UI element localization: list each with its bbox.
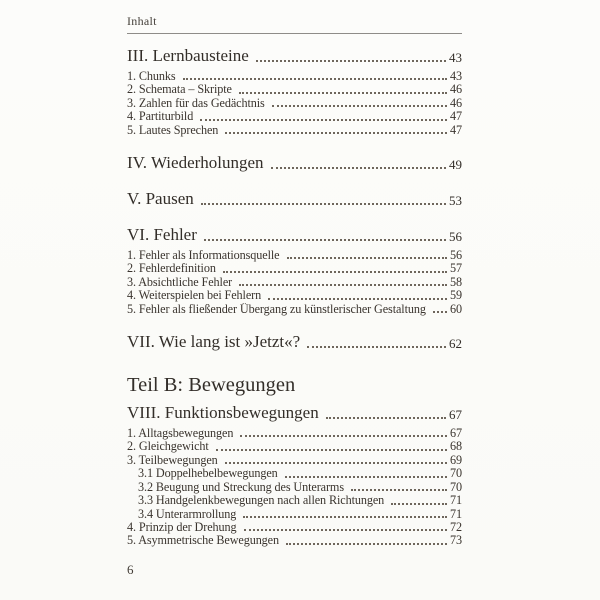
page-number: 6	[127, 562, 134, 577]
toc-entry-label: 2. Gleichgewicht	[127, 440, 209, 454]
toc-entry-page: 62	[449, 336, 462, 352]
toc-entry-page: 60	[450, 302, 462, 316]
toc-entry-label: 1. Alltagsbewegungen	[127, 427, 234, 441]
toc-entry-item	[127, 289, 462, 302]
dot-leader	[225, 461, 447, 464]
toc-entry-chapter	[127, 331, 462, 352]
toc-entry-subitem	[127, 481, 462, 494]
toc-entry-page: 69	[450, 453, 462, 467]
toc-entry-page: 68	[450, 440, 462, 454]
dot-leader	[287, 256, 448, 259]
running-header: Inhalt	[127, 14, 157, 28]
toc-entry-item	[127, 303, 462, 316]
toc-entry-page: 67	[450, 427, 462, 441]
dot-leader	[433, 310, 447, 313]
toc-entry-page: 47	[450, 110, 462, 124]
toc-entry-label: IV. Wiederholungen	[127, 153, 264, 173]
toc-entry-page: 49	[449, 157, 462, 173]
toc-entry-page: 58	[450, 275, 462, 289]
toc-entry-label: 5. Fehler als fließender Übergang zu künstlerischer Gestaltung	[127, 302, 426, 316]
toc-entry-page: 46	[450, 96, 462, 110]
toc-entry-label: 5. Lautes Sprechen	[127, 123, 219, 137]
toc-entry-label: 5. Asymmetrische Bewegungen	[127, 534, 279, 548]
toc-entry-chapter	[127, 152, 462, 173]
dot-leader	[326, 416, 446, 419]
toc-entry-chapter	[127, 45, 462, 66]
toc-entry-label: 3.3 Handgelenkbewegungen nach allen Richtungen	[138, 494, 385, 508]
toc-entry-page: 73	[450, 534, 462, 548]
dot-leader	[201, 202, 446, 205]
toc-entry-label: VII. Wie lang ist »Jetzt«?	[127, 332, 301, 352]
toc-entry-item	[127, 70, 462, 83]
toc-entry-page: 72	[450, 520, 462, 534]
toc-entry-page: 70	[450, 480, 462, 494]
toc-entry-item	[127, 521, 462, 534]
toc-entry-label: 3. Zahlen für das Gedächtnis	[127, 96, 265, 110]
toc-entry-subitem	[127, 508, 462, 521]
dot-leader	[239, 91, 447, 94]
dot-leader	[223, 270, 447, 273]
toc-entry-subitem	[127, 467, 462, 480]
toc-entry-item	[127, 427, 462, 440]
table-of-contents	[127, 45, 462, 548]
toc-entry-page: 67	[449, 407, 462, 423]
toc-entry-page: 70	[450, 467, 462, 481]
toc-entry-item	[127, 534, 462, 547]
toc-entry-label: 2. Schemata – Skripte	[127, 83, 232, 97]
toc-entry-label: 3.4 Unterarmrollung	[138, 507, 237, 521]
dot-leader	[272, 104, 447, 107]
dot-leader	[244, 528, 448, 531]
dot-leader	[183, 77, 447, 80]
toc-entry-item	[127, 262, 462, 275]
dot-leader	[391, 502, 447, 505]
toc-entry-label: 3.2 Beugung und Streckung des Unterarms	[138, 480, 344, 494]
dot-leader	[268, 297, 447, 300]
dot-leader	[351, 488, 447, 491]
toc-entry-label: V. Pausen	[127, 189, 194, 209]
toc-entry-item	[127, 276, 462, 289]
toc-entry-page: 71	[450, 507, 462, 521]
dot-leader	[204, 238, 446, 241]
toc-entry-subitem	[127, 494, 462, 507]
toc-entry-page: 47	[450, 123, 462, 137]
dot-leader	[286, 542, 447, 545]
toc-entry-label: 3. Absichtliche Fehler	[127, 275, 233, 289]
toc-entry-item	[127, 249, 462, 262]
dot-leader	[200, 118, 447, 121]
dot-leader	[256, 59, 446, 62]
toc-entry-page: 56	[449, 229, 462, 245]
toc-entry-chapter	[127, 188, 462, 209]
toc-entry-label: 2. Fehlerdefinition	[127, 262, 216, 276]
toc-entry-label: 3. Teilbewegungen	[127, 453, 218, 467]
toc-entry-item	[127, 440, 462, 453]
toc-entry-chapter	[127, 224, 462, 245]
toc-entry-item	[127, 454, 462, 467]
toc-entry-item	[127, 83, 462, 96]
toc-entry-label: 4. Weiterspielen bei Fehlern	[127, 289, 262, 303]
dot-leader	[216, 448, 447, 451]
toc-entry-item	[127, 97, 462, 110]
toc-content	[127, 14, 462, 548]
toc-entry-label: 4. Partiturbild	[127, 110, 194, 124]
toc-entry-page: 59	[450, 289, 462, 303]
toc-entry-chapter	[127, 402, 462, 423]
toc-entry-item	[127, 124, 462, 137]
toc-entry-page: 53	[449, 193, 462, 209]
header-rule	[127, 33, 462, 34]
dot-leader	[239, 283, 447, 286]
dot-leader	[240, 434, 447, 437]
toc-entry-label: 1. Chunks	[127, 70, 176, 83]
toc-entry-item	[127, 110, 462, 123]
dot-leader	[285, 475, 447, 478]
toc-entry-label: 3.1 Doppelhebelbewegungen	[138, 467, 278, 481]
toc-entry-page: 43	[449, 50, 462, 65]
part-heading: Teil B: Bewegungen	[127, 374, 296, 397]
toc-entry-label: III. Lernbausteine	[127, 46, 249, 65]
toc-entry-label: VIII. Funktionsbewegungen	[127, 403, 319, 423]
dot-leader	[243, 515, 447, 518]
toc-entry-page: 56	[450, 249, 462, 263]
dot-leader	[225, 131, 447, 134]
toc-entry-label: 4. Prinzip der Drehung	[127, 520, 237, 534]
toc-entry-page: 57	[450, 262, 462, 276]
toc-entry-label: 1. Fehler als Informationsquelle	[127, 249, 280, 263]
toc-entry-page: 71	[450, 494, 462, 508]
toc-entry-label: VI. Fehler	[127, 225, 197, 245]
toc-entry-page: 43	[450, 70, 462, 83]
dot-leader	[271, 166, 446, 169]
toc-entry-page: 46	[450, 83, 462, 97]
dot-leader	[307, 345, 446, 348]
